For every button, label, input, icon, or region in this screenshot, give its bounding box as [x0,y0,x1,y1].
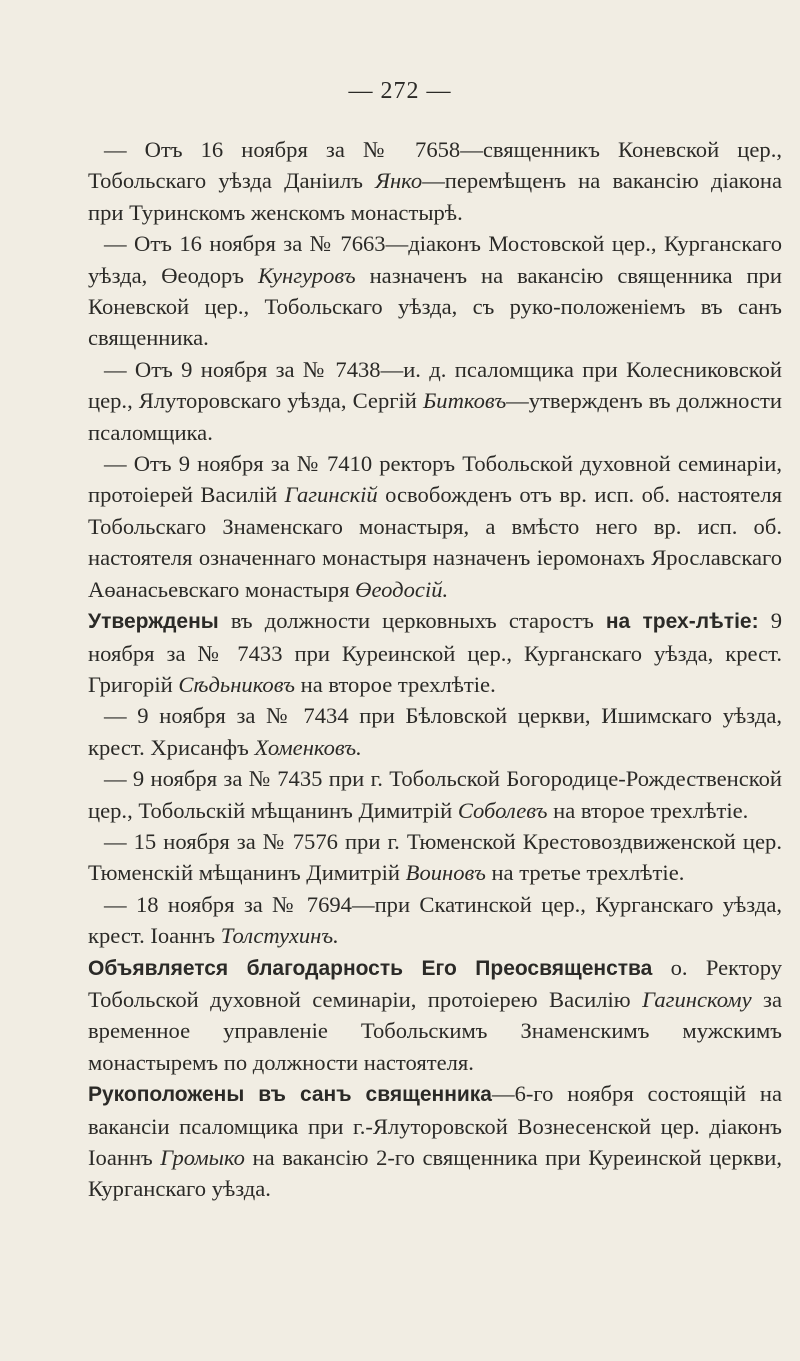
order-paragraph-9 [88,889,782,952]
surname: Гагинскій [284,482,378,508]
order-paragraph-7 [88,763,782,826]
order-paragraph-5 [88,605,782,700]
paragraph-text: —перемѣщенъ на вакансію діакона при Туринскомъ женскомъ монастырѣ. [88,168,782,225]
paragraph-text: — Отъ 16 ноября за № 7658—священникъ Коневской цер., Тобольскаго уѣзда Даніилъ [88,137,782,194]
surname: Громыко [160,1145,245,1170]
order-paragraph-8 [88,826,782,889]
paragraph-text: — Отъ 16 ноября за № 7663—діаконъ Мостовской цер., Курганскаго уѣзда, Өеодоръ [88,231,782,288]
order-paragraph-11 [88,1078,782,1205]
paragraph-text: —6-го ноября состоящій на вакансіи псаломщика при г.-Ялуторовской Вознесенской цер. діаконъ Іоаннъ [88,1081,782,1170]
order-paragraph-6 [88,700,782,763]
paragraph-text: о. Ректору Тобольской духовной семинаріи, протоіерею Василію [88,954,782,1012]
section-heading: Утверждены [88,610,219,634]
paragraph-text: — 9 ноября за № 7435 при г. Тобольской Богородице-Рождественской цер., Тобольскій мѣщанинъ Димитрій [88,766,782,823]
paragraph-text: на второе трехлѣтіе. [547,797,749,823]
surname: Воиновъ [405,860,486,886]
section-heading: Объявляется благодарность Его Преосвященства [88,956,653,980]
paragraph-text: на третье трехлѣтіе. [485,860,685,886]
document-body [88,134,782,1205]
paragraph-text: — 9 ноября за № 7434 при Бѣловской церкви, Ишимскаго уѣзда, крест. Хрисанфъ [88,703,782,760]
order-paragraph-1 [88,134,782,228]
paragraph-text: — 18 ноября за № 7694—при Скатинской цер., Курганскаго уѣзда, крест. Іоаннъ [88,891,782,949]
surname: Сѣдьниковъ [178,671,295,697]
surname: Кунгуровъ [257,262,356,288]
section-heading: Рукоположены въ санъ священника [88,1083,492,1107]
surname: Хоменковъ. [254,734,362,760]
order-paragraph-3 [88,354,782,448]
paragraph-text: — Отъ 9 ноября за № 7438—и. д. псаломщика при Колесниковской цер., Ялуторовскаго уѣзда, Сергій [88,356,782,414]
paragraph-text: на второе трехлѣтіе. [294,671,496,697]
surname: Битковъ [422,388,507,414]
order-paragraph-2 [88,228,782,354]
paragraph-text: — Отъ 9 ноября за № 7410 ректоръ Тобольской духовной семинаріи, протоіерей Василій [88,451,782,508]
surname: Өеодосій. [355,576,449,602]
paragraph-text: за временное управленіе Тобольскимъ Знаменскимъ мужскимъ монастыремъ по должности настоятеля. [88,986,782,1075]
surname: Янко [375,168,423,194]
paragraph-text: на вакансію 2-го священника при Куреинской церкви, Курганскаго уѣзда. [88,1145,782,1202]
paragraph-text: 9 ноября за № 7433 при Куреинской цер., Курганскаго уѣзда, крест. Григорій [88,608,782,697]
surname: Толстухинъ. [220,923,339,949]
order-paragraph-4 [88,448,782,605]
surname: Гагинскому [642,986,752,1012]
order-paragraph-10 [88,952,782,1079]
section-heading: на трех-лѣтіе: [605,610,759,634]
page-number: — 272 — [348,78,452,104]
paragraph-text: — 15 ноября за № 7576 при г. Тюменской Крестовоздвиженской цер. Тюменскій мѣщанинъ Димитрій [88,828,782,886]
paragraph-text: —утвержденъ въ должности псаломщика. [88,388,782,445]
paragraph-text: назначенъ на вакансію священника при Коневской цер., Тобольскаго уѣзда, съ руко-положеніемъ въ санъ священника. [88,262,782,351]
paragraph-text: освобожденъ отъ вр. исп. об. настоятеля Тобольскаго Знаменскаго монастыря, а вмѣсто него вр. исп. об. настоятеля означеннаго монастыря назначенъ іеромонахъ Ярославскаго Аөанасьевскаго монастыря [88,482,783,602]
surname: Соболевъ [457,797,548,823]
paragraph-text: въ должности церковныхъ старостъ [218,608,606,634]
